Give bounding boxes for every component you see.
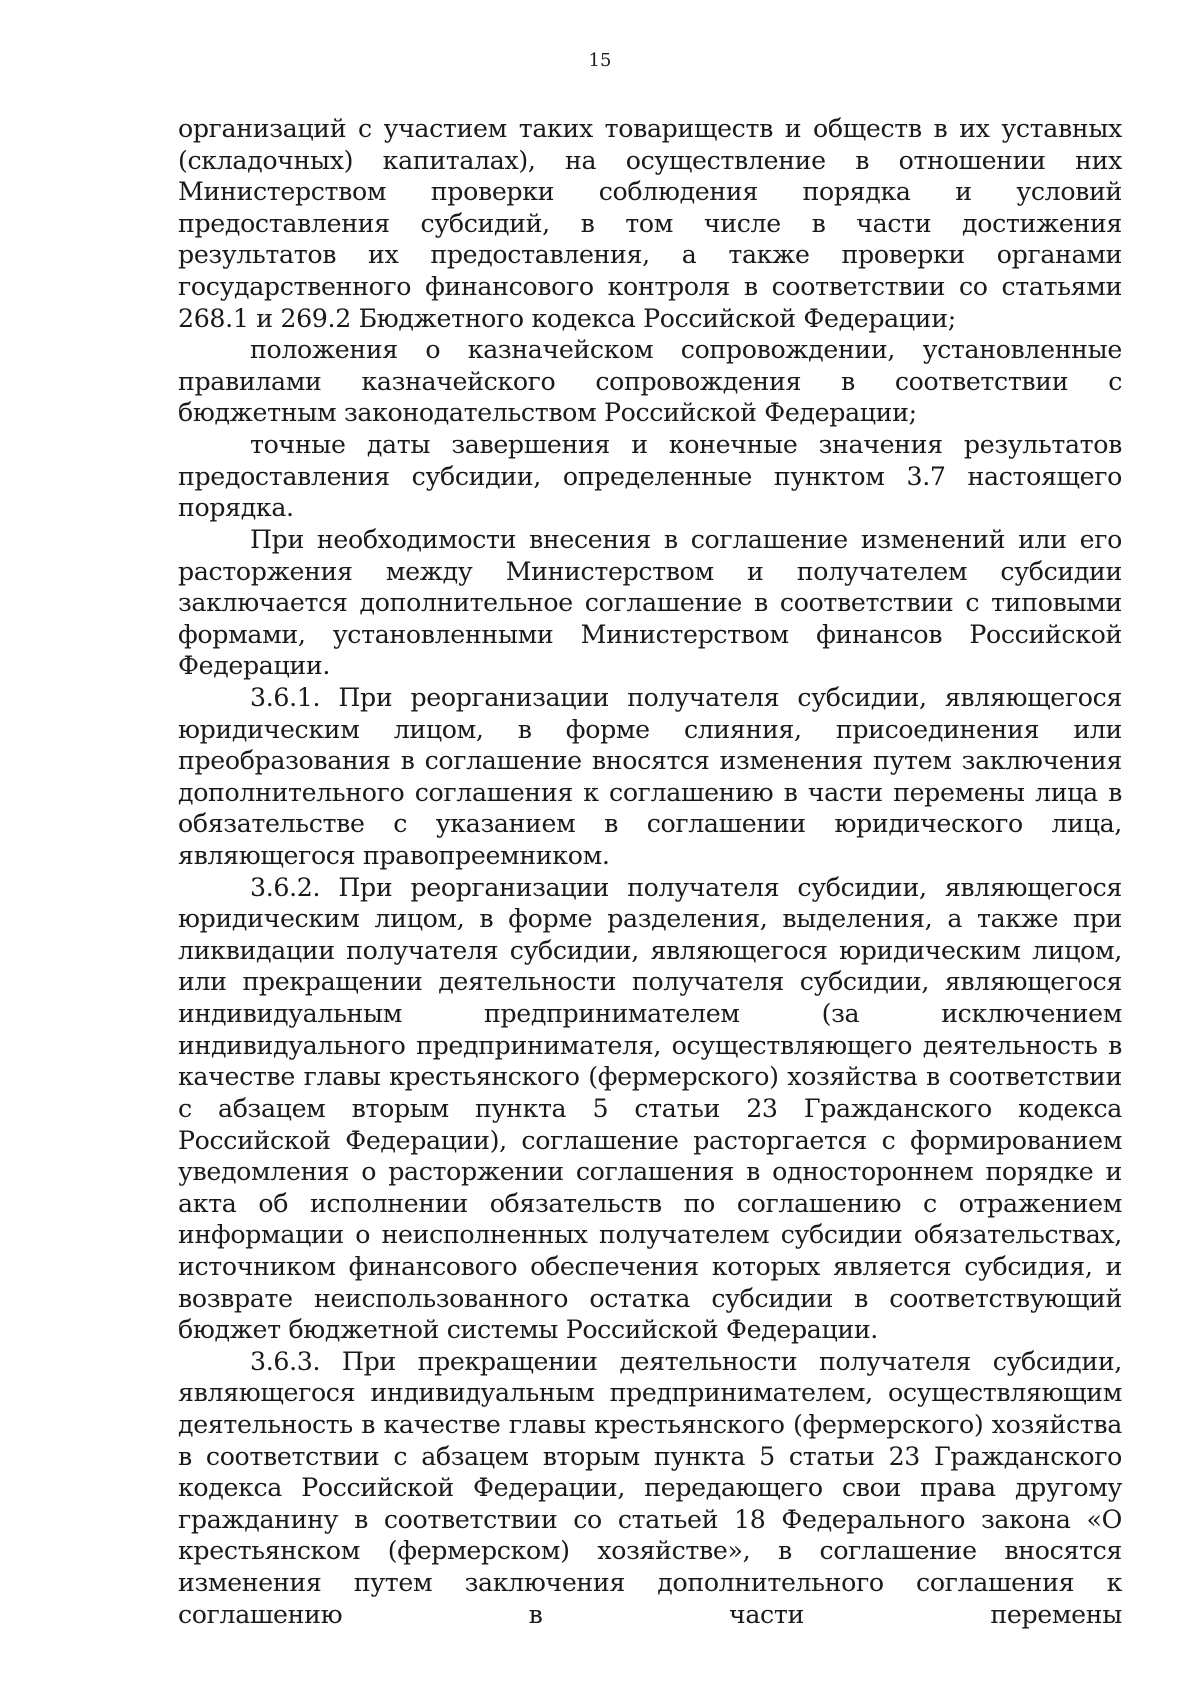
document-body	[178, 113, 1122, 1630]
paragraph-continuation: организаций с участием таких товариществ и обществ в их уставных (складочных) капиталах), на осуществление в отношении них Министерством проверки соблюдения порядка и условий предоставления субсидий, в том числе в части достижения результатов их предоставления, а также проверки органами государственного финансового контроля в соответствии со статьями 268.1 и 269.2 Бюджетного кодекса Российской Федерации;	[178, 114, 1122, 333]
page-number: 15	[588, 50, 612, 71]
paragraph-exact-dates: точные даты завершения и конечные значения результатов предоставления субсидии, определенные пунктом 3.7 настоящего порядка.	[178, 430, 1122, 523]
paragraph-clause-3-6-3: 3.6.3. При прекращении деятельности получателя субсидии, являющегося индивидуальным предпринимателем, осуществляющим деятельность в качестве главы крестьянского (фермерского) хозяйства в соответствии с абзацем вторым пункта 5 статьи 23 Гражданского кодекса Российской Федерации, передающего свои права другому гражданину в соответствии со статьей 18 Федерального закона «О крестьянском (фермерском) хозяйстве», в соглашение вносятся изменения путем заключения дополнительного соглашения к соглашению в части перемены	[178, 1346, 1122, 1629]
paragraph-amendments: При необходимости внесения в соглашение изменений или его расторжения между Министерством и получателем субсидии заключается дополнительное соглашение в соответствии с типовыми формами, установленными Министерством финансов Российской Федерации.	[178, 524, 1122, 681]
paragraph-clause-3-6-1: 3.6.1. При реорганизации получателя субсидии, являющегося юридическим лицом, в форме слияния, присоединения или преобразования в соглашение вносятся изменения путем заключения дополнительного соглашения к соглашению в части перемены лица в обязательстве с указанием в соглашении юридического лица, являющегося правопреемником.	[178, 682, 1122, 871]
paragraph-clause-3-6-2: 3.6.2. При реорганизации получателя субсидии, являющегося юридическим лицом, в форме разделения, выделения, а также при ликвидации получателя субсидии, являющегося юридическим лицом, или прекращении деятельности получателя субсидии, являющегося индивидуальным предпринимателем (за исключением индивидуального предпринимателя, осуществляющего деятельность в качестве главы крестьянского (фермерского) хозяйства в соответствии с абзацем вторым пункта 5 статьи 23 Гражданского кодекса Российской Федерации), соглашение расторгается с формированием уведомления о расторжении соглашения в одностороннем порядке и акта об исполнении обязательств по соглашению с отражением информации о неисполненных получателем субсидии обязательствах, источником финансового обеспечения которых является субсидия, и возврате неиспользованного остатка субсидии в соответствующий бюджет бюджетной системы Российской Федерации.	[178, 872, 1122, 1345]
paragraph-treasury-support: положения о казначейском сопровождении, установленные правилами казначейского сопровождения в соответствии с бюджетным законодательством Российской Федерации;	[178, 335, 1122, 428]
